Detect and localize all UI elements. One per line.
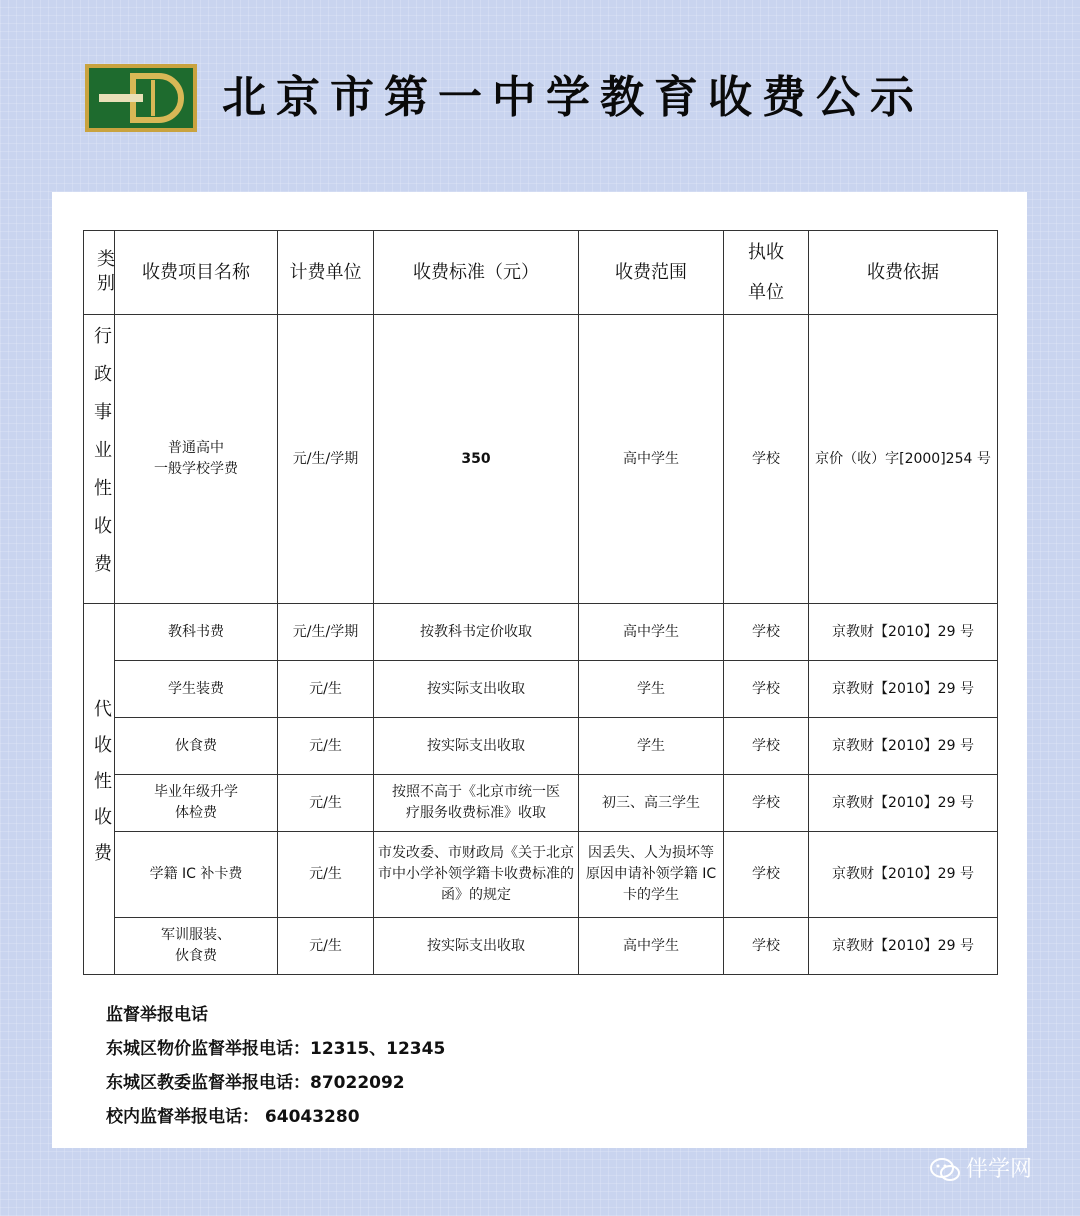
item-basis: 京教财【2010】29 号 <box>809 604 998 661</box>
category-admin: 行政事业性收费 <box>84 315 115 604</box>
item-unit: 元/生 <box>278 775 374 832</box>
item-collector: 学校 <box>724 661 809 718</box>
item-basis: 京教财【2010】29 号 <box>809 918 998 975</box>
table-row <box>84 315 998 604</box>
table-row <box>84 832 998 918</box>
item-collector: 学校 <box>724 604 809 661</box>
item-scope: 学生 <box>579 661 724 718</box>
item-basis: 京教财【2010】29 号 <box>809 775 998 832</box>
table-row <box>84 918 998 975</box>
hotline-school: 校内监督举报电话： 64043280 <box>106 1107 360 1127</box>
item-collector: 学校 <box>724 918 809 975</box>
item-basis: 京价（收）字[2000]254 号 <box>809 315 998 604</box>
item-name: 学籍 IC 补卡费 <box>115 832 278 918</box>
table-row <box>84 718 998 775</box>
report-hotlines <box>106 998 445 1134</box>
item-scope: 学生 <box>579 718 724 775</box>
item-scope: 初三、高三学生 <box>579 775 724 832</box>
item-name: 军训服装、伙食费 <box>115 918 278 975</box>
item-unit: 元/生/学期 <box>278 315 374 604</box>
item-collector: 学校 <box>724 832 809 918</box>
item-standard: 按照不高于《北京市统一医疗服务收费标准》收取 <box>374 775 579 832</box>
item-collector: 学校 <box>724 315 809 604</box>
table-row <box>84 775 998 832</box>
item-unit: 元/生 <box>278 718 374 775</box>
item-scope: 高中学生 <box>579 604 724 661</box>
header-item-name: 收费项目名称 <box>115 231 278 315</box>
wechat-icon <box>930 1157 960 1183</box>
item-name: 毕业年级升学体检费 <box>115 775 278 832</box>
header-unit: 计费单位 <box>278 231 374 315</box>
header-basis: 收费依据 <box>809 231 998 315</box>
watermark-text: 伴学网 <box>966 1157 1033 1182</box>
item-name: 伙食费 <box>115 718 278 775</box>
item-unit: 元/生 <box>278 832 374 918</box>
watermark <box>930 1150 1032 1190</box>
item-unit: 元/生 <box>278 918 374 975</box>
table-row <box>84 604 998 661</box>
item-standard: 按实际支出收取 <box>374 661 579 718</box>
item-name: 普通高中 一般学校学费 <box>115 315 278 604</box>
header-scope: 收费范围 <box>579 231 724 315</box>
table-row <box>84 661 998 718</box>
header-collector: 执收单位 <box>724 231 809 315</box>
category-proxy: 代收性收费 <box>84 604 115 975</box>
fee-table <box>83 230 998 975</box>
item-scope: 高中学生 <box>579 918 724 975</box>
item-scope: 因丢失、人为损坏等原因申请补领学籍 IC 卡的学生 <box>579 832 724 918</box>
header-standard: 收费标准（元） <box>374 231 579 315</box>
table-header-row <box>84 231 998 315</box>
item-standard: 350 <box>374 315 579 604</box>
item-standard: 市发改委、市财政局《关于北京市中小学补领学籍卡收费标准的函》的规定 <box>374 832 579 918</box>
item-unit: 元/生 <box>278 661 374 718</box>
item-unit: 元/生/学期 <box>278 604 374 661</box>
item-name: 教科书费 <box>115 604 278 661</box>
item-standard: 按实际支出收取 <box>374 718 579 775</box>
item-scope: 高中学生 <box>579 315 724 604</box>
item-standard: 按教科书定价收取 <box>374 604 579 661</box>
header-category: 类别 <box>84 231 115 315</box>
hotline-price: 东城区物价监督举报电话：12315、12345 <box>106 1039 446 1059</box>
hotline-heading: 监督举报电话 <box>106 1005 208 1025</box>
item-name: 学生装费 <box>115 661 278 718</box>
item-basis: 京教财【2010】29 号 <box>809 832 998 918</box>
item-collector: 学校 <box>724 718 809 775</box>
item-standard: 按实际支出收取 <box>374 918 579 975</box>
page-title: 北京市第一中学教育收费公示 <box>222 72 924 123</box>
item-basis: 京教财【2010】29 号 <box>809 661 998 718</box>
item-basis: 京教财【2010】29 号 <box>809 718 998 775</box>
hotline-education: 东城区教委监督举报电话：87022092 <box>106 1073 405 1093</box>
school-logo <box>83 62 199 134</box>
item-collector: 学校 <box>724 775 809 832</box>
notice-sheet <box>52 192 1027 1148</box>
